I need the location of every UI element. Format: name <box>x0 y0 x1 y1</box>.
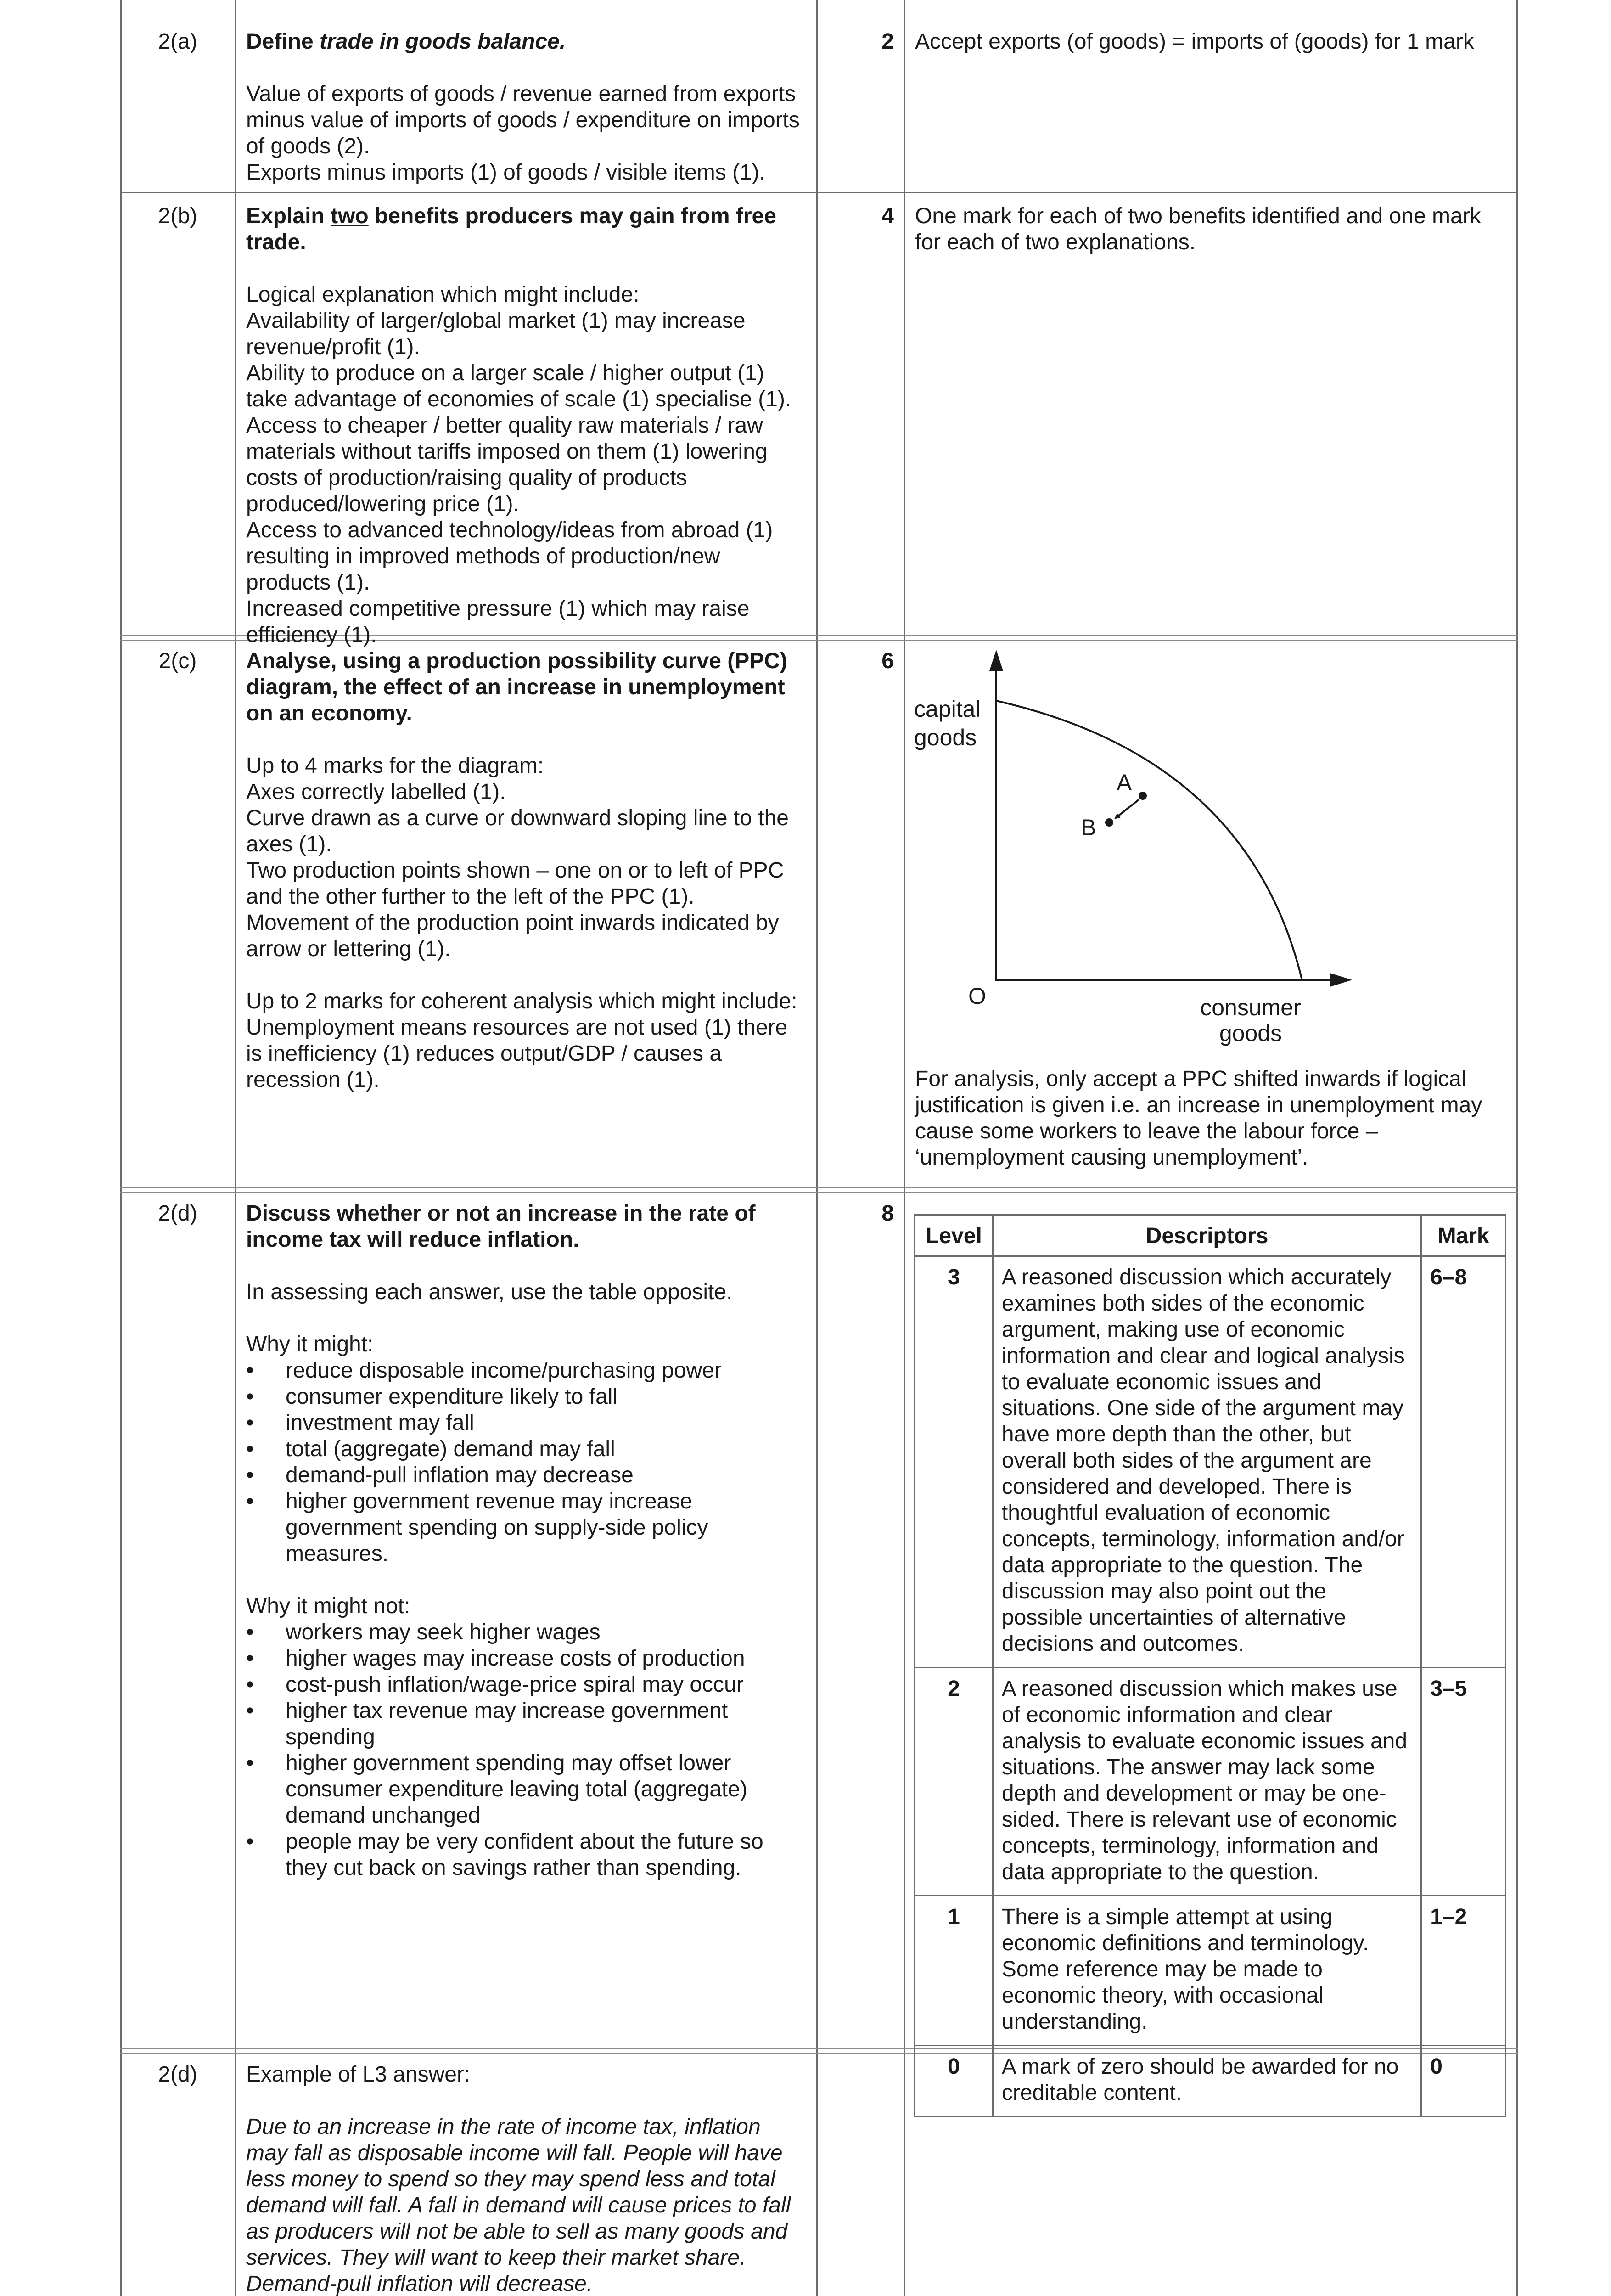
marks-value: 8 <box>881 1201 894 1226</box>
question-text: Analyse, using a production possibility curve (PPC) diagram, the effect of an increase in unemployment on an economy. <box>246 649 787 726</box>
ppc-diagram <box>904 643 1518 1084</box>
list-item: • consumer expenditure likely to fall <box>246 1384 806 1410</box>
mark-scheme-table <box>120 0 1518 2296</box>
analysis-text: Unemployment means resources are not used (1) there is inefficiency (1) reduces output/GDP / causes a recession (1). <box>246 1015 788 1092</box>
x-axis-arrowhead <box>1330 973 1352 987</box>
question-number: 2(c) <box>158 649 197 673</box>
answer-line: Movement of the production point inwards indicated by arrow or lettering (1). <box>246 911 779 961</box>
list-item: • people may be very confident about the future so they cut back on savings rather than spending. <box>246 1829 806 1881</box>
level-mark-range: 3–5 <box>1421 1668 1506 1896</box>
level-mark-range: 1–2 <box>1421 1896 1506 2046</box>
assessment-note: In assessing each answer, use the table opposite. <box>246 1280 733 1304</box>
list-item: • total (aggregate) demand may fall <box>246 1436 806 1462</box>
list-item: • higher tax revenue may increase government spending <box>246 1698 806 1750</box>
answer-cell <box>235 24 816 186</box>
level-descriptor: A reasoned discussion which accurately examines both sides of the economic argument, making use of economic information and clear and logical analysis to evaluate economic issues and situations. One side of the argument may have more depth than the other, but overall both sides of the argument are considered and developed. There is thoughtful evaluation of economic concepts, terminology, information and/or data appropriate to the question. The discussion may also point out the possible uncertainties of alternative decisions and outcomes. <box>993 1256 1421 1668</box>
level-table-header <box>915 1215 1506 1256</box>
level-descriptor: A reasoned discussion which makes use of economic information and clear analysis to evaluate economic issues and situations. The answer may lack some depth and development or may be one-sided. There is relevant use of economic concepts, terminology, information and data appropriate to the question. <box>993 1668 1421 1896</box>
example-l3-heading: Example of L3 answer: <box>246 2062 471 2087</box>
analysis-marks-heading: Up to 2 marks for coherent analysis which might include: <box>246 989 797 1013</box>
level-number: 3 <box>915 1256 993 1668</box>
answer-line: Ability to produce on a larger scale / higher output (1) take advantage of economies of scale (1) specialise (1). <box>246 361 791 411</box>
table-row <box>915 1256 1506 1668</box>
answer-line: Increased competitive pressure (1) which may raise efficiency (1). <box>246 597 750 647</box>
column-divider-answer <box>816 0 818 2296</box>
row-divider-double <box>120 1187 1518 1193</box>
ppc-curve <box>996 701 1302 980</box>
list-item: • higher government spending may offset lower consumer expenditure leaving total (aggregate) demand unchanged <box>246 1750 806 1829</box>
answer-line: Curve drawn as a curve or downward sloping line to the axes (1). <box>246 806 789 856</box>
x-axis-label: consumer <box>1200 995 1301 1020</box>
answer-cell <box>235 1196 816 1881</box>
diagram-marks-heading: Up to 4 marks for the diagram: <box>246 754 544 778</box>
level-number: 0 <box>915 2046 993 2117</box>
y-axis-label: goods <box>914 725 977 750</box>
point-b <box>1105 818 1113 827</box>
table-row <box>915 1668 1506 1896</box>
list-item: • workers may seek higher wages <box>246 1619 806 1645</box>
list-item: • investment may fall <box>246 1410 806 1436</box>
guidance-text: Accept exports (of goods) = imports of (goods) for 1 mark <box>915 29 1474 54</box>
y-axis-arrowhead <box>989 650 1003 671</box>
level-number: 1 <box>915 1896 993 2046</box>
movement-arrow <box>1115 799 1139 818</box>
question-number: 2(d) <box>158 2062 197 2087</box>
header-level: Level <box>915 1215 993 1256</box>
marks-value: 6 <box>881 649 894 673</box>
origin-label: O <box>968 983 986 1009</box>
question-text: Explain two benefits producers may gain from free trade. <box>246 204 776 254</box>
question-number: 2(b) <box>158 204 197 228</box>
why-it-might-heading: Why it might: <box>246 1332 374 1356</box>
question-text: Discuss whether or not an increase in the rate of income tax will reduce inflation. <box>246 1201 756 1252</box>
level-descriptor-table <box>914 1214 1506 2117</box>
x-axis-label: goods <box>1219 1020 1282 1046</box>
answer-cell <box>235 198 816 648</box>
list-item: • higher wages may increase costs of production <box>246 1645 806 1671</box>
example-l3-text: Due to an increase in the rate of income tax, inflation may fall as disposable income will fall. People will have less money to spend so they may spend less and total demand will fall. A fall in demand will cause prices to fall as producers will not be able to sell as many goods and services. They will want to keep their market share. Demand-pull inflation will decrease. <box>246 2115 791 2296</box>
answer-cell <box>235 643 816 1093</box>
y-axis-label: capital <box>914 696 981 722</box>
answer-line: Availability of larger/global market (1) may increase revenue/profit (1). <box>246 309 746 359</box>
answer-line: Exports minus imports (1) of goods / visible items (1). <box>246 160 766 185</box>
point-a-label: A <box>1117 770 1132 795</box>
why-it-might-not-heading: Why it might not: <box>246 1594 410 1618</box>
guidance-text: One mark for each of two benefits identified and one mark for each of two explanations. <box>915 204 1481 254</box>
list-item: • higher government revenue may increase government spending on supply-side policy measures. <box>246 1488 806 1567</box>
list-item: • cost-push inflation/wage-price spiral may occur <box>246 1671 806 1698</box>
why-it-might-not-list <box>246 1619 806 1881</box>
marks-value: 2 <box>881 29 894 54</box>
question-text: Define trade in goods balance. <box>246 29 566 54</box>
ppc-diagram-svg <box>904 643 1518 1084</box>
answer-line: Access to cheaper / better quality raw materials / raw materials without tariffs imposed on them (1) lowering costs of production/raising quality of products produced/lowering price (1). <box>246 413 768 516</box>
row-divider <box>120 192 1518 193</box>
level-mark-range: 0 <box>1421 2046 1506 2117</box>
marks-value: 4 <box>881 204 894 228</box>
answer-line: Two production points shown – one on or to left of PPC and the other further to the left of the PPC (1). <box>246 858 784 909</box>
level-descriptor: There is a simple attempt at using economic definitions and terminology. Some reference may be made to economic theory, with occasional understanding. <box>993 1896 1421 2046</box>
why-it-might-list <box>246 1357 806 1567</box>
header-descriptors: Descriptors <box>993 1215 1421 1256</box>
level-mark-range: 6–8 <box>1421 1256 1506 1668</box>
question-number: 2(d) <box>158 1201 197 1226</box>
header-mark: Mark <box>1421 1215 1506 1256</box>
table-row <box>915 1896 1506 2046</box>
table-border-left <box>120 0 122 2296</box>
level-number: 2 <box>915 1668 993 1896</box>
question-number: 2(a) <box>158 29 197 54</box>
list-item: • demand-pull inflation may decrease <box>246 1462 806 1488</box>
answer-intro: Logical explanation which might include: <box>246 282 640 307</box>
answer-line: Axes correctly labelled (1). <box>246 780 506 804</box>
answer-line: Access to advanced technology/ideas from abroad (1) resulting in improved methods of production/new products (1). <box>246 518 773 595</box>
list-item: • reduce disposable income/purchasing power <box>246 1357 806 1384</box>
answer-cell <box>235 2057 816 2296</box>
point-a <box>1139 792 1147 800</box>
point-b-label: B <box>1081 815 1096 840</box>
answer-line: Value of exports of goods / revenue earned from exports minus value of imports of goods / expenditure on imports of goods (2). <box>246 82 800 158</box>
level-descriptor: A mark of zero should be awarded for no creditable content. <box>993 2046 1421 2117</box>
guidance-text: For analysis, only accept a PPC shifted inwards if logical justification is given i.e. an increase in unemployment may cause some workers to leave the labour force – ‘unemployment causing unemployment’. <box>915 1067 1482 1170</box>
table-row <box>915 2046 1506 2117</box>
